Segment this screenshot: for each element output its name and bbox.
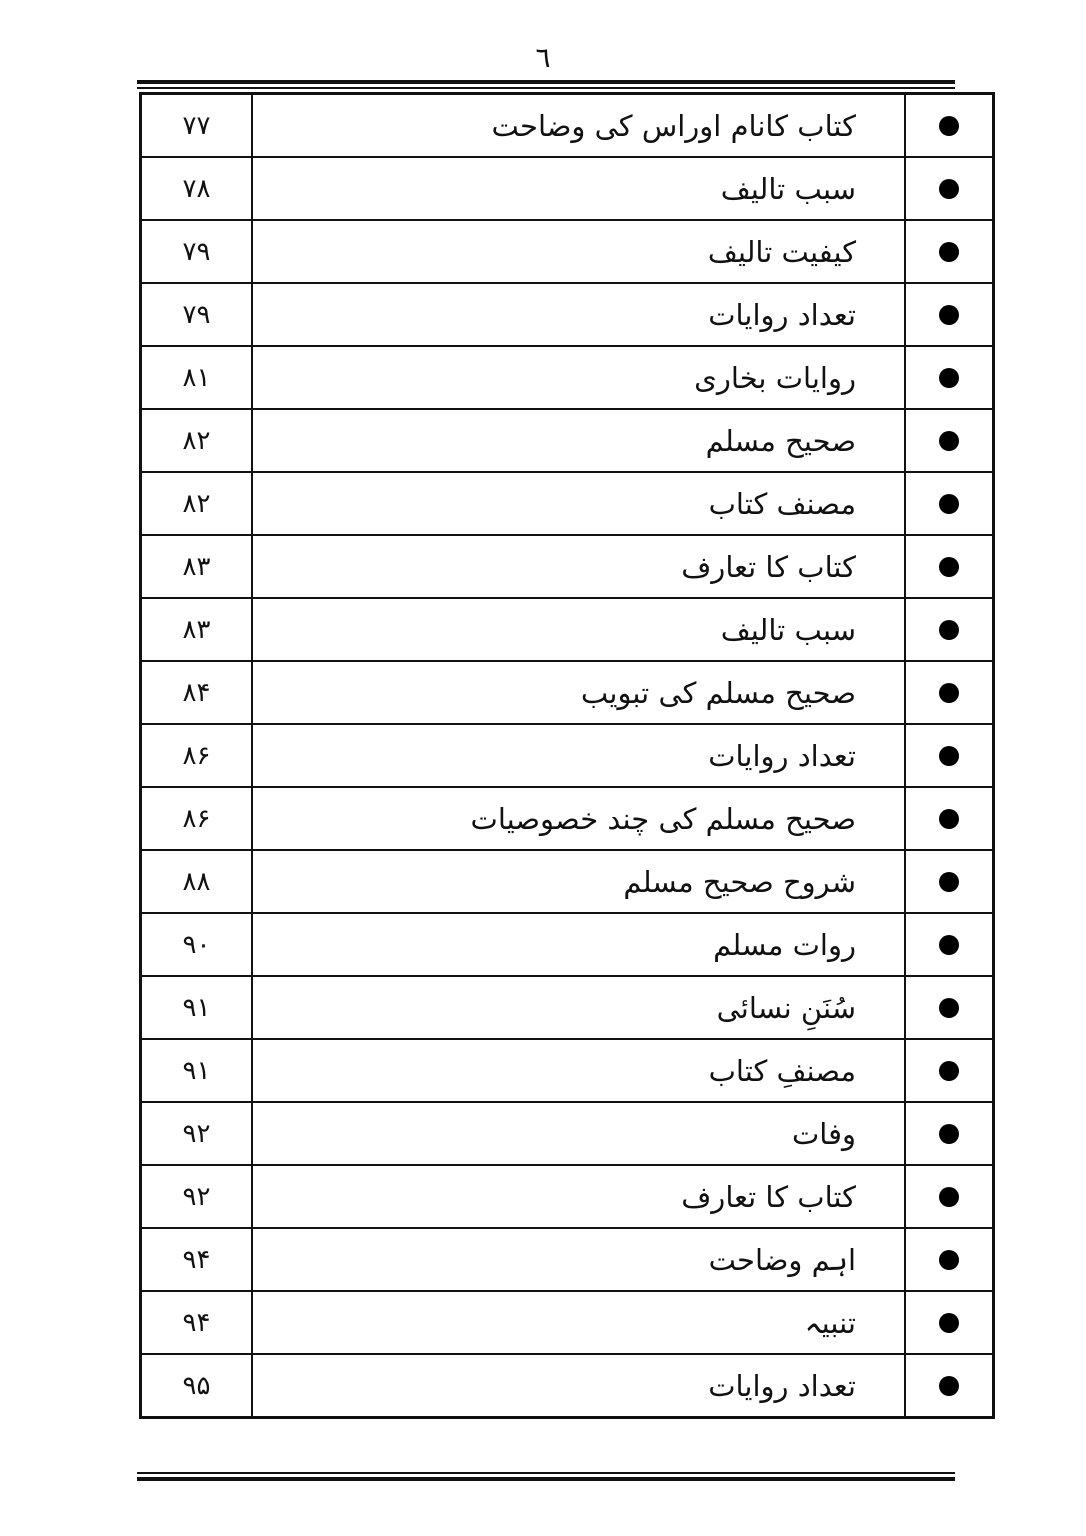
bullet-icon <box>939 494 959 514</box>
toc-page-number: ۹۲ <box>141 1102 253 1165</box>
bullet-icon <box>939 620 959 640</box>
toc-row <box>141 724 994 787</box>
toc-row <box>141 1165 994 1228</box>
bullet-icon <box>939 179 959 199</box>
toc-row <box>141 157 994 220</box>
bullet-icon <box>939 557 959 577</box>
toc-entry-title: کتاب کا تعارف <box>252 535 905 598</box>
toc-page-number: ۸۱ <box>141 346 253 409</box>
toc-entry-title: وفات <box>252 1102 905 1165</box>
bullet-icon <box>939 1313 959 1333</box>
toc-page-number: ۹۱ <box>141 976 253 1039</box>
toc-entry-title: تعداد روایات <box>252 283 905 346</box>
toc-entry-title: صحیح مسلم کی تبویب <box>252 661 905 724</box>
page-number: ٦ <box>535 41 551 74</box>
toc-entry-title: صحیح مسلم کی چند خصوصیات <box>252 787 905 850</box>
toc-row <box>141 1354 994 1418</box>
toc-entry-title: مصنفِ کتاب <box>252 1039 905 1102</box>
toc-page-number: ۹۱ <box>141 1039 253 1102</box>
toc-page-number: ۹۰ <box>141 913 253 976</box>
toc-entry-title: سبب تالیف <box>252 157 905 220</box>
toc-row <box>141 220 994 283</box>
toc-page-number: ۸۳ <box>141 598 253 661</box>
toc-entry-title: اہم وضاحت <box>252 1228 905 1291</box>
bullet-icon <box>939 935 959 955</box>
toc-bullet-cell <box>905 787 994 850</box>
toc-page-number: ۸۲ <box>141 409 253 472</box>
toc-entry-title: روایات بخاری <box>252 346 905 409</box>
toc-page-number: ۸۲ <box>141 472 253 535</box>
toc-bullet-cell <box>905 535 994 598</box>
toc-bullet-cell <box>905 1228 994 1291</box>
toc-row <box>141 409 994 472</box>
bullet-icon <box>939 1187 959 1207</box>
toc-entry-title: کتاب کانام اوراس کی وضاحت <box>252 94 905 158</box>
toc-entry-title: سُنَنِ نسائی <box>252 976 905 1039</box>
toc-bullet-cell <box>905 220 994 283</box>
bullet-icon <box>939 431 959 451</box>
toc-page-number: ۹۴ <box>141 1291 253 1354</box>
toc-bullet-cell <box>905 283 994 346</box>
toc-page-number: ۷۹ <box>141 220 253 283</box>
toc-bullet-cell <box>905 724 994 787</box>
toc-bullet-cell <box>905 598 994 661</box>
toc-row <box>141 94 994 158</box>
bullet-icon <box>939 116 959 136</box>
bullet-icon <box>939 305 959 325</box>
toc-entry-title: روات مسلم <box>252 913 905 976</box>
toc-row <box>141 1102 994 1165</box>
bullet-icon <box>939 809 959 829</box>
bullet-icon <box>939 1124 959 1144</box>
toc-page-number: ۹۴ <box>141 1228 253 1291</box>
bullet-icon <box>939 1376 959 1396</box>
toc-page-number: ۸۴ <box>141 661 253 724</box>
toc-row <box>141 1291 994 1354</box>
toc-page-number: ۹۲ <box>141 1165 253 1228</box>
toc-row <box>141 976 994 1039</box>
toc-row <box>141 535 994 598</box>
toc-row <box>141 598 994 661</box>
bullet-icon <box>939 368 959 388</box>
toc-bullet-cell <box>905 157 994 220</box>
toc-bullet-cell <box>905 850 994 913</box>
bullet-icon <box>939 1061 959 1081</box>
toc-bullet-cell <box>905 1165 994 1228</box>
toc-page-number: ۸۶ <box>141 724 253 787</box>
toc-entry-title: تنبیہ <box>252 1291 905 1354</box>
toc-page-number: ۸۶ <box>141 787 253 850</box>
toc-bullet-cell <box>905 346 994 409</box>
table-of-contents <box>139 92 995 1419</box>
toc-entry-title: کتاب کا تعارف <box>252 1165 905 1228</box>
toc-bullet-cell <box>905 913 994 976</box>
toc-row <box>141 850 994 913</box>
toc-row <box>141 661 994 724</box>
toc-bullet-cell <box>905 1291 994 1354</box>
toc-row <box>141 1039 994 1102</box>
bullet-icon <box>939 872 959 892</box>
toc-bullet-cell <box>905 1102 994 1165</box>
toc-row <box>141 283 994 346</box>
bottom-double-rule <box>137 1472 955 1481</box>
toc-entry-title: سبب تالیف <box>252 598 905 661</box>
toc-entry-title: صحیح مسلم <box>252 409 905 472</box>
bullet-icon <box>939 1250 959 1270</box>
toc-row <box>141 913 994 976</box>
toc-page-number: ۸۸ <box>141 850 253 913</box>
toc-page-number: ۷۸ <box>141 157 253 220</box>
toc-bullet-cell <box>905 976 994 1039</box>
toc-entry-title: شروح صحیح مسلم <box>252 850 905 913</box>
toc-entry-title: کیفیت تالیف <box>252 220 905 283</box>
toc-row <box>141 346 994 409</box>
toc-page-number: ۷۷ <box>141 94 253 158</box>
toc-row <box>141 1228 994 1291</box>
bullet-icon <box>939 998 959 1018</box>
toc-entry-title: مصنف کتاب <box>252 472 905 535</box>
toc-page-number: ۷۹ <box>141 283 253 346</box>
toc-bullet-cell <box>905 661 994 724</box>
toc-bullet-cell <box>905 94 994 158</box>
toc-bullet-cell <box>905 1354 994 1418</box>
toc-bullet-cell <box>905 1039 994 1102</box>
toc-row <box>141 787 994 850</box>
toc-entry-title: تعداد روایات <box>252 1354 905 1418</box>
toc-bullet-cell <box>905 472 994 535</box>
toc-page-number: ۸۳ <box>141 535 253 598</box>
toc-bullet-cell <box>905 409 994 472</box>
bullet-icon <box>939 683 959 703</box>
toc-entry-title: تعداد روایات <box>252 724 905 787</box>
bullet-icon <box>939 746 959 766</box>
toc-page-number: ۹۵ <box>141 1354 253 1418</box>
top-double-rule <box>137 80 955 89</box>
toc-row <box>141 472 994 535</box>
bullet-icon <box>939 242 959 262</box>
